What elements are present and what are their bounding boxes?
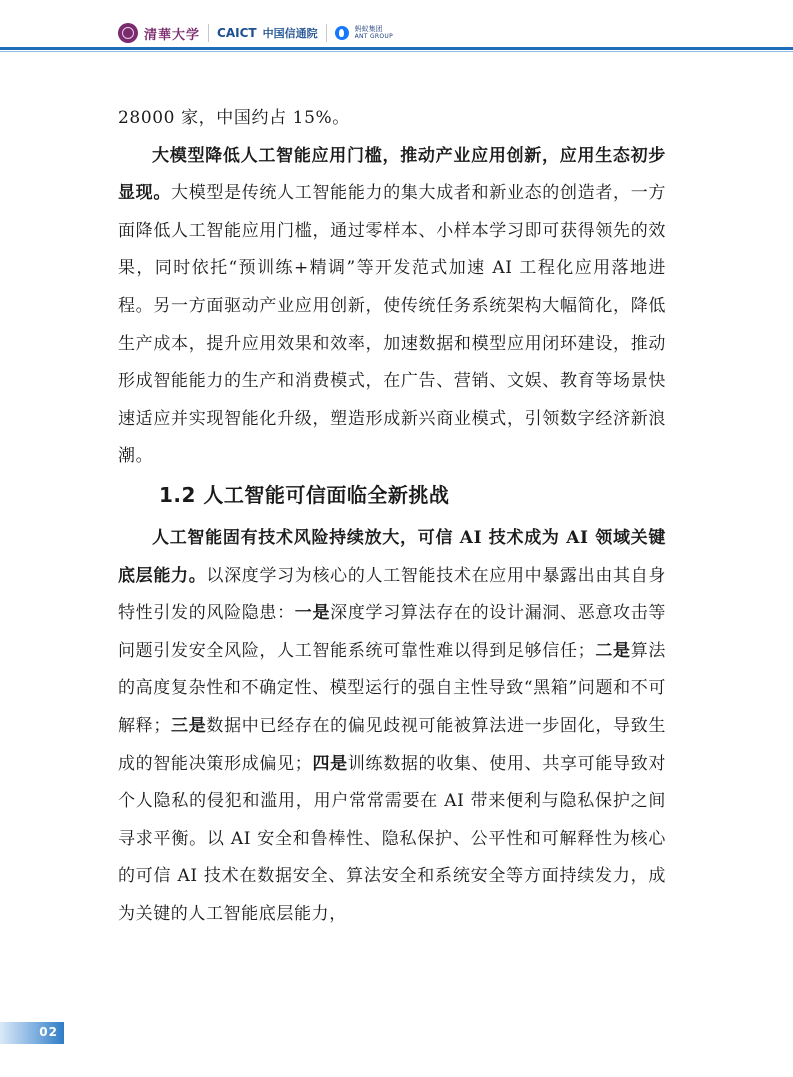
enum-marker: 三是 bbox=[170, 715, 207, 736]
ant-logo-cn: 蚂蚁集团 bbox=[354, 25, 383, 33]
caict-logo-cn: 中国信通院 bbox=[262, 27, 318, 40]
page-body bbox=[118, 100, 666, 933]
paragraph-text: 大模型是传统人工智能能力的集大成者和新业态的创造者，一方面降低人工智能应用门槛，通过零样本、小样本学习即可获得领先的效果，同时依托“预训练+精调”等开发范式加速 AI 工程化应用落地进程。另一方面驱动产业应用创新，使传统任务系统架构大幅简化，降低生产成本，提升应用效果和效率，加速数据和模型应用闭环建设，推动形成智能能力的生产和消费模式，在广告、营销、文娱、教育等场景快速适应并实现智能化升级，塑造形成新兴商业模式，引领数字经济新浪潮。 bbox=[118, 183, 666, 467]
paragraph-text: 数据中已经存在的偏见歧视可能被算法进一步固化，导致生成的智能决策形成偏见； bbox=[118, 715, 666, 774]
ant-logo-en: ANT GROUP bbox=[354, 33, 393, 40]
tsinghua-logo-text: 清華大学 bbox=[144, 27, 201, 43]
logo-divider bbox=[208, 24, 209, 42]
paragraph-large-models bbox=[118, 138, 666, 476]
paragraph-text: 算法的高度复杂性和不确定性、模型运行的强自主性导致“黑箱”问题和不可解释； bbox=[118, 640, 667, 736]
paragraph-lead: 大模型降低人工智能应用门槛，推动产业应用创新，应用生态初步显现。 bbox=[118, 145, 666, 204]
enum-marker: 四是 bbox=[312, 753, 348, 774]
partner-logos bbox=[118, 21, 393, 45]
tsinghua-seal-icon bbox=[118, 23, 138, 43]
header-rule-thin bbox=[0, 51, 793, 52]
paragraph-continuation: 28000 家，中国约占 15%。 bbox=[118, 108, 350, 128]
enum-marker: 一是 bbox=[294, 603, 331, 624]
ant-group-logo-icon bbox=[335, 26, 349, 40]
page-number: 02 bbox=[39, 1025, 58, 1039]
page-number-tab bbox=[0, 1022, 64, 1044]
logo-divider bbox=[326, 24, 327, 42]
paragraph-trustworthy-ai bbox=[118, 520, 666, 934]
ant-group-logo-text bbox=[355, 25, 393, 41]
paragraph-text: 以深度学习为核心的人工智能技术在应用中暴露出由其自身特性引发的风险隐患： bbox=[118, 565, 666, 624]
enum-marker: 二是 bbox=[595, 640, 631, 661]
page-header bbox=[0, 0, 793, 50]
section-heading: 1.2 人工智能可信面临全新挑战 bbox=[159, 482, 450, 507]
header-rule bbox=[0, 47, 793, 50]
paragraph-text: 深度学习算法存在的设计漏洞、恶意攻击等问题引发安全风险，人工智能系统可靠性难以得到足够信任； bbox=[118, 603, 666, 661]
paragraph-lead: 人工智能固有技术风险持续放大，可信 AI 技术成为 AI 领域关键底层能力。 bbox=[118, 527, 666, 586]
caict-logo-text: CAICT bbox=[217, 26, 257, 40]
paragraph-text: 训练数据的收集、使用、共享可能导致对个人隐私的侵犯和滥用，用户常常需要在 AI 带来便利与隐私保护之间寻求平衡。以 AI 安全和鲁棒性、隐私保护、公平性和可解释性为核心的可信 AI 技术在数据安全、算法安全和系统安全等方面持续发力，成为关键的人工智能底层能力， bbox=[118, 753, 666, 924]
